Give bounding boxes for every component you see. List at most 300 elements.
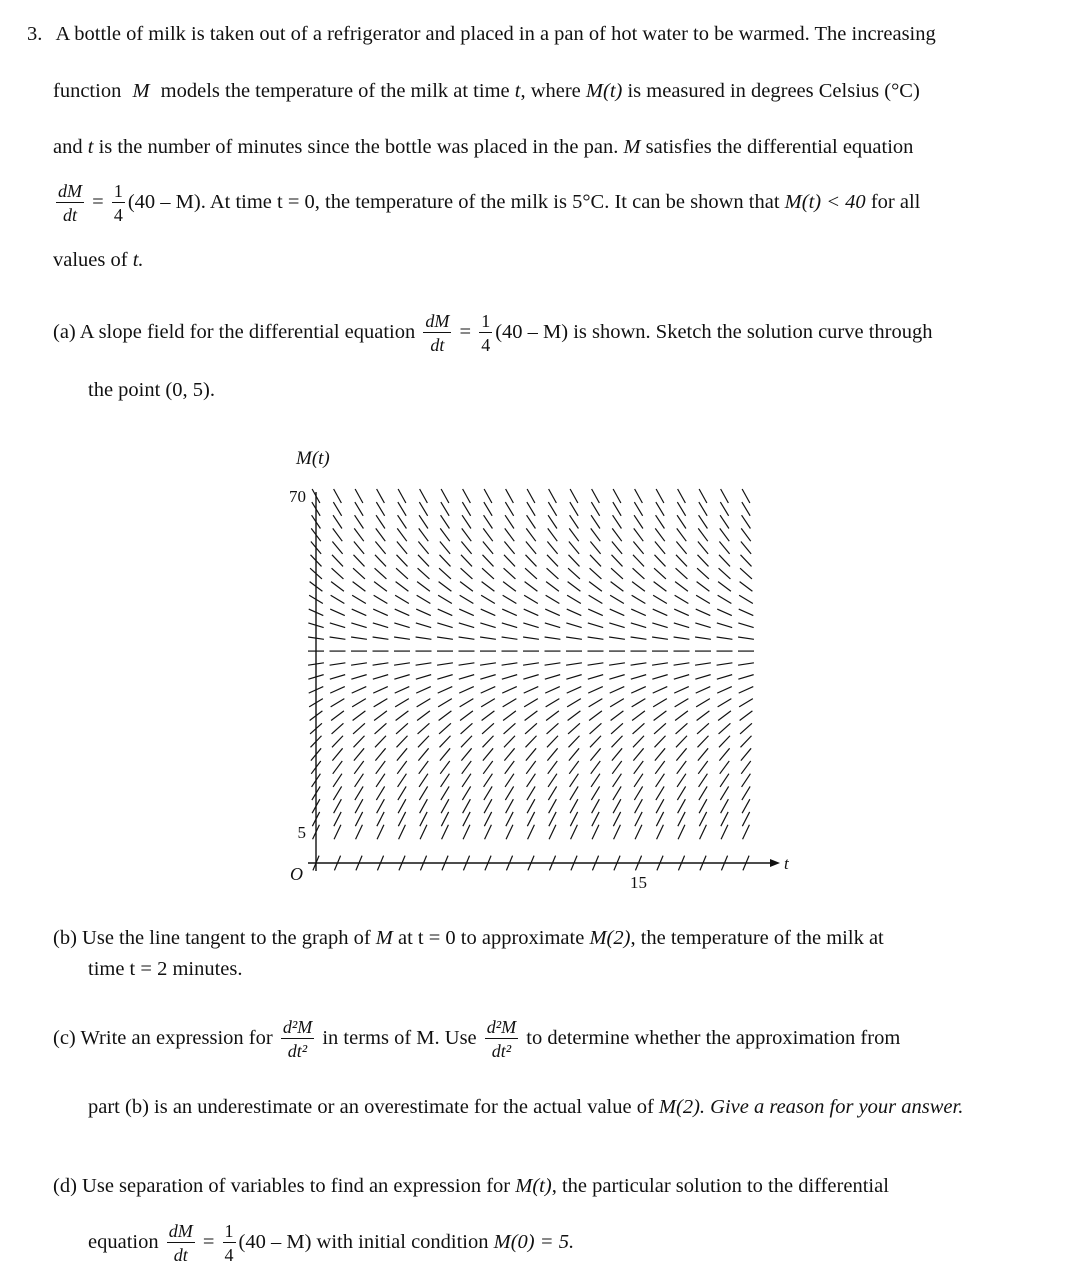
slope-segment <box>549 812 556 826</box>
slope-segment <box>589 582 602 592</box>
part-c-line-1: (c) Write an expression for $\frac{\text{d²M}}{\text{dt²}}$ in terms of M. Use $\frac{\text{d²M}}{\text{dt²}}$ to determine whether the approximation from <box>53 1017 901 1062</box>
slope-segment <box>375 748 385 760</box>
slope-segment <box>570 774 579 787</box>
slope-segment <box>417 699 431 707</box>
slope-segment <box>331 595 345 603</box>
slope-segment <box>676 542 686 554</box>
slope-segment <box>377 825 384 839</box>
slope-segment <box>506 825 513 839</box>
slope-segment <box>504 723 516 734</box>
slope-segment <box>740 568 752 579</box>
slope-segment <box>374 699 388 707</box>
slope-segment <box>589 711 602 721</box>
slope-segment <box>718 699 732 707</box>
slope-segment <box>547 748 557 760</box>
slope-segment <box>374 595 388 603</box>
slope-segment <box>459 687 474 694</box>
slope-segment <box>738 675 753 680</box>
slope-segment <box>394 675 409 680</box>
slope-segment <box>738 637 754 639</box>
slope-segment <box>719 555 730 567</box>
slope-segment <box>459 637 475 639</box>
slope-segment <box>524 699 538 707</box>
slope-segment <box>354 761 364 774</box>
slope-segment <box>481 609 496 616</box>
slope-segment <box>351 675 366 680</box>
slope-segment <box>674 687 689 694</box>
slope-segment <box>463 825 470 839</box>
slope-segment <box>420 489 428 503</box>
slope-segment <box>720 786 728 800</box>
slope-segment <box>526 528 536 541</box>
slope-segment <box>502 663 518 665</box>
slope-segment <box>334 489 342 503</box>
slope-segment <box>527 489 535 503</box>
slope-segment <box>352 699 366 707</box>
slope-segment <box>740 723 752 734</box>
slope-segment <box>351 623 366 628</box>
slope-segment <box>375 736 386 748</box>
slope-segment <box>377 489 385 503</box>
slope-segment <box>461 542 471 554</box>
slope-segment <box>461 568 473 579</box>
slope-segment <box>375 723 387 734</box>
slope-segment <box>569 528 579 541</box>
slope-segment <box>354 528 364 541</box>
slope-segment <box>484 515 493 528</box>
slope-segment <box>463 489 471 503</box>
x-axis-label: t <box>784 854 789 873</box>
slope-segment <box>502 637 518 639</box>
slope-segment <box>484 812 491 826</box>
slope-segment <box>506 799 514 813</box>
slope-segment <box>699 774 708 787</box>
slope-segment <box>548 774 557 787</box>
slope-segment <box>377 812 384 826</box>
slope-segment <box>355 515 364 528</box>
slope-segment <box>394 637 410 639</box>
slope-segment <box>398 812 405 826</box>
slope-segment <box>398 799 406 813</box>
slope-segment <box>334 812 341 826</box>
slope-segment <box>634 786 642 800</box>
slope-segment <box>419 528 429 541</box>
slope-segment <box>526 542 536 554</box>
slope-segment <box>505 786 513 800</box>
slope-segment <box>398 515 407 528</box>
slope-segment <box>376 528 386 541</box>
slope-segment <box>482 582 495 592</box>
slope-segment <box>440 542 450 554</box>
slope-segment <box>610 595 624 603</box>
slope-segment <box>677 774 686 787</box>
slope-segment <box>330 609 345 616</box>
slope-segment <box>610 687 625 694</box>
slope-segment <box>463 812 470 826</box>
slope-segment <box>332 555 343 567</box>
slope-segment <box>398 774 407 787</box>
origin-label: O <box>290 864 303 884</box>
slope-segment <box>462 502 470 516</box>
slope-segment <box>656 515 665 528</box>
x-tick-label-15: 15 <box>630 873 647 890</box>
slope-segment <box>523 637 539 639</box>
slope-segment <box>396 723 408 734</box>
slope-segment <box>355 799 363 813</box>
slope-segment <box>353 568 365 579</box>
slope-segment <box>674 663 690 665</box>
slope-segment <box>330 663 346 665</box>
slope-segment <box>504 542 514 554</box>
slope-segment <box>376 761 386 774</box>
slope-segment <box>376 786 384 800</box>
slope-segment <box>352 687 367 694</box>
slope-segment <box>570 489 578 503</box>
slope-segment <box>738 663 754 665</box>
slope-segment <box>676 555 687 567</box>
slope-segment <box>721 812 728 826</box>
slope-segment <box>656 502 664 516</box>
dM-dt-fraction: $\frac{dM}{dt}$ <box>425 311 450 356</box>
slope-segment <box>699 502 707 516</box>
slope-segment <box>439 711 452 721</box>
slope-segment <box>526 748 536 760</box>
slope-segment <box>635 489 643 503</box>
slope-segment <box>635 825 642 839</box>
slope-segment <box>635 799 643 813</box>
slope-segment <box>524 609 539 616</box>
slope-segment <box>331 582 344 592</box>
slope-segment <box>399 825 406 839</box>
slope-segment <box>695 637 711 639</box>
slope-segment <box>588 637 604 639</box>
slope-segment <box>460 582 473 592</box>
slope-segment <box>461 748 471 760</box>
slope-segment <box>697 555 708 567</box>
slope-segment <box>353 736 364 748</box>
slope-segment <box>523 675 538 680</box>
slope-segment <box>695 675 710 680</box>
slope-segment <box>675 595 689 603</box>
slope-segment <box>440 528 450 541</box>
slope-segment <box>505 774 514 787</box>
slope-segment <box>397 542 407 554</box>
slope-segment <box>741 748 751 760</box>
slope-segment <box>504 555 515 567</box>
slope-segment <box>613 489 621 503</box>
slope-segment <box>441 489 449 503</box>
slope-segment <box>653 699 667 707</box>
slope-segment <box>527 812 534 826</box>
slope-segment <box>333 761 343 774</box>
slope-segment <box>570 812 577 826</box>
slope-segment <box>419 761 429 774</box>
slope-segment <box>398 786 406 800</box>
slope-segment <box>459 675 474 680</box>
slope-segment <box>569 748 579 760</box>
slope-segment <box>548 502 556 516</box>
slope-segment <box>567 687 582 694</box>
slope-segment <box>528 825 535 839</box>
slope-segment <box>696 699 710 707</box>
slope-segment <box>718 582 731 592</box>
slope-segment <box>721 489 729 503</box>
slope-segment <box>720 774 729 787</box>
slope-segment <box>437 623 452 628</box>
slope-segment <box>655 748 665 760</box>
slope-segment <box>548 515 557 528</box>
part-a-line-2: the point (0, 5). <box>88 379 215 401</box>
slope-segment <box>525 582 538 592</box>
slope-segment <box>483 542 493 554</box>
slope-segment <box>484 774 493 787</box>
slope-segment <box>699 799 707 813</box>
slope-segment <box>396 711 409 721</box>
slope-segment <box>527 786 535 800</box>
slope-segment <box>462 761 472 774</box>
slope-segment <box>675 582 688 592</box>
slope-segment <box>588 609 603 616</box>
slope-segment <box>590 555 601 567</box>
slope-segment <box>416 663 432 665</box>
slope-segment <box>442 825 449 839</box>
slope-segment <box>611 582 624 592</box>
slope-segment <box>678 489 686 503</box>
slope-segment <box>331 711 344 721</box>
slope-segment <box>742 502 750 516</box>
slope-segment <box>330 637 346 639</box>
slope-segment <box>525 555 536 567</box>
slope-segment <box>441 774 450 787</box>
slope-segment <box>417 582 430 592</box>
slope-segment <box>656 812 663 826</box>
slope-segment <box>739 609 754 616</box>
part-b-line-2: time t = 2 minutes. <box>88 958 243 980</box>
slope-segment <box>567 595 581 603</box>
slope-segment <box>549 799 557 813</box>
problem-intro-line-2: function M models the temperature of the milk at time t, where M(t) is measured in degrees Celsius (°C) <box>53 80 920 102</box>
slope-segment <box>634 761 644 774</box>
slope-segment <box>373 609 388 616</box>
slope-segment <box>568 723 580 734</box>
slope-segment <box>373 637 389 639</box>
slope-segment <box>676 748 686 760</box>
part-d-label: (d) <box>53 1175 77 1197</box>
slope-segment <box>634 528 644 541</box>
slope-segment <box>356 825 363 839</box>
slope-segment <box>418 736 429 748</box>
slope-segment <box>545 663 561 665</box>
slope-segment <box>480 637 496 639</box>
slope-segment <box>719 568 731 579</box>
slope-segment <box>742 774 751 787</box>
slope-segment <box>678 812 685 826</box>
slope-segment <box>523 623 538 628</box>
slope-segment <box>460 711 473 721</box>
slope-segment <box>655 542 665 554</box>
slope-segment <box>332 736 343 748</box>
slope-segment <box>439 582 452 592</box>
slope-segment <box>416 623 431 628</box>
slope-segment <box>656 786 664 800</box>
slope-segment <box>588 663 604 665</box>
slope-segment <box>502 675 517 680</box>
slope-segment <box>462 515 471 528</box>
slope-segment <box>483 748 493 760</box>
slope-segment <box>546 582 559 592</box>
slope-segment <box>355 812 362 826</box>
slope-segment <box>698 761 708 774</box>
slope-segment <box>548 761 558 774</box>
slope-segment <box>675 699 689 707</box>
slope-segment <box>590 542 600 554</box>
slope-segment <box>633 542 643 554</box>
slope-segment <box>592 812 599 826</box>
slope-segment <box>697 711 710 721</box>
slope-segment <box>740 582 753 592</box>
slope-segment <box>674 637 690 639</box>
slope-segment <box>696 595 710 603</box>
slope-segment <box>568 582 581 592</box>
slope-segment <box>697 736 708 748</box>
slope-segment <box>526 761 536 774</box>
slope-segment <box>525 723 537 734</box>
slope-segment <box>610 609 625 616</box>
slope-segment <box>353 582 366 592</box>
slope-segment <box>652 675 667 680</box>
slope-segment <box>717 687 732 694</box>
slope-segment <box>631 663 647 665</box>
slope-segment <box>545 675 560 680</box>
slope-segment <box>717 623 732 628</box>
slope-segment <box>631 675 646 680</box>
slope-segment <box>591 502 599 516</box>
slope-segment <box>740 736 751 748</box>
slope-field-graph[interactable] <box>270 440 890 890</box>
slope-segment <box>440 748 450 760</box>
slope-segment <box>527 774 536 787</box>
slope-segment <box>718 595 732 603</box>
slope-segment <box>375 542 385 554</box>
slope-segment <box>699 786 707 800</box>
slope-segment <box>674 623 689 628</box>
slope-segment <box>698 748 708 760</box>
slope-segment <box>590 748 600 760</box>
slope-segment <box>697 723 709 734</box>
slope-segment <box>739 595 753 603</box>
slope-segment <box>742 489 750 503</box>
slope-segment <box>480 675 495 680</box>
slope-segment <box>741 528 751 541</box>
slope-segment <box>613 502 621 516</box>
slope-segment <box>441 515 450 528</box>
slope-segment <box>614 825 621 839</box>
slope-segment <box>674 675 689 680</box>
slope-segment <box>609 675 624 680</box>
slope-segment <box>739 687 754 694</box>
slope-segment <box>719 748 729 760</box>
slope-segment <box>741 761 751 774</box>
slope-segment <box>462 774 471 787</box>
slope-segment <box>697 582 710 592</box>
slope-segment <box>525 568 537 579</box>
slope-segment <box>354 748 364 760</box>
slope-segment <box>506 489 514 503</box>
slope-segment <box>459 663 475 665</box>
slope-segment <box>678 799 686 813</box>
slope-segment <box>377 799 385 813</box>
slope-segment <box>482 711 495 721</box>
slope-segment <box>698 542 708 554</box>
slope-segment <box>677 761 687 774</box>
slope-segment <box>633 555 644 567</box>
slope-segment <box>740 555 751 567</box>
slope-segment <box>569 761 579 774</box>
slope-segment <box>439 568 451 579</box>
slope-segment <box>568 568 580 579</box>
slope-segment <box>611 723 623 734</box>
one-fourth-fraction: $\frac{1}{4}$ <box>224 1221 234 1266</box>
slope-segment <box>590 736 601 748</box>
slope-segment <box>695 663 711 665</box>
slope-segment <box>591 515 600 528</box>
slope-segment <box>503 582 516 592</box>
slope-segment <box>330 623 345 628</box>
slope-segment <box>398 502 406 516</box>
slope-segment <box>418 555 429 567</box>
slope-segment <box>566 675 581 680</box>
slope-segment <box>394 623 409 628</box>
slope-segment <box>634 515 643 528</box>
slope-segment <box>502 609 517 616</box>
part-c-label: (c) <box>53 1027 76 1049</box>
slope-segment <box>504 736 515 748</box>
slope-segment <box>416 687 431 694</box>
slope-segment <box>419 774 428 787</box>
slope-segment <box>375 568 387 579</box>
x-axis-arrow-icon <box>770 859 780 867</box>
slope-segment <box>437 663 453 665</box>
slope-segment <box>396 736 407 748</box>
slope-segment <box>503 699 517 707</box>
slope-segment <box>591 761 601 774</box>
slope-segment <box>502 623 517 628</box>
slope-segment <box>484 489 492 503</box>
slope-segment <box>633 736 644 748</box>
slope-segment <box>721 825 728 839</box>
slope-segment <box>570 786 578 800</box>
slope-segment <box>354 542 364 554</box>
slope-segment <box>397 528 407 541</box>
problem-number: 3. <box>27 23 43 45</box>
slope-segment <box>439 555 450 567</box>
slope-segment <box>568 736 579 748</box>
slope-segment <box>591 786 599 800</box>
slope-segment <box>566 637 582 639</box>
slope-segment <box>634 774 643 787</box>
part-b-line-1: (b) Use the line tangent to the graph of M at t = 0 to approximate M(2), the temperature of the milk at <box>53 927 884 949</box>
slope-segment <box>394 663 410 665</box>
slope-segment <box>699 489 707 503</box>
slope-segment <box>334 825 341 839</box>
slope-segment <box>548 786 556 800</box>
slope-segment <box>653 609 668 616</box>
slope-segment <box>570 799 578 813</box>
slope-segment <box>332 748 342 760</box>
slope-segment <box>612 761 622 774</box>
slope-segment <box>741 542 751 554</box>
slope-segment <box>654 568 666 579</box>
